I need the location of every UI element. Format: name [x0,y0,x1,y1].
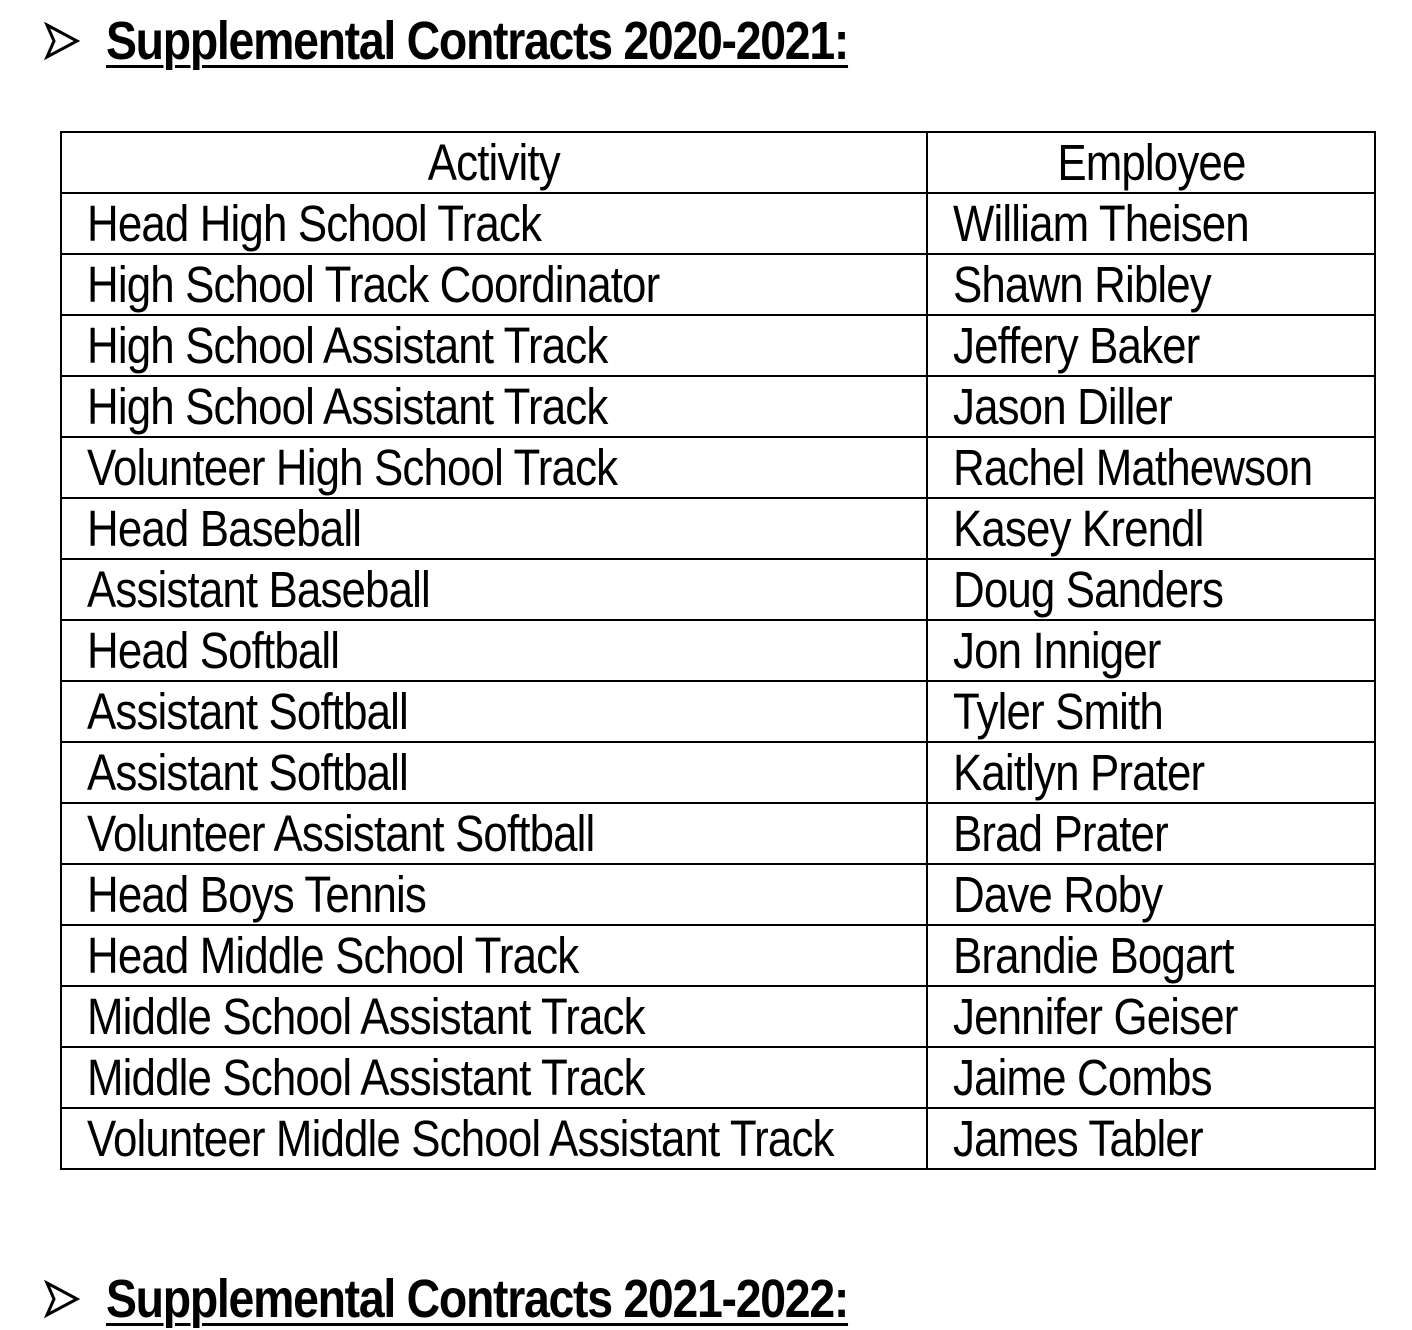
employee-cell: Kaitlyn Prater [927,742,1375,803]
activity-cell: High School Track Coordinator [61,254,927,315]
table-row [61,803,1375,864]
employee-cell: Jennifer Geiser [927,986,1375,1047]
employee-cell: Jon Inniger [927,620,1375,681]
table-row [61,498,1375,559]
activity-cell: Assistant Softball [61,742,927,803]
employee-cell: Dave Roby [927,864,1375,925]
activity-cell: Head Middle School Track [61,925,927,986]
table-row [61,925,1375,986]
column-header-employee: Employee [927,132,1375,193]
table-row [61,1047,1375,1108]
table-row [61,742,1375,803]
table-row [61,986,1375,1047]
section-heading-2020-2021 [44,10,969,72]
column-header-activity: Activity [61,132,927,193]
table-row [61,254,1375,315]
activity-cell: Head High School Track [61,193,927,254]
activity-cell: Head Baseball [61,498,927,559]
table-row [61,620,1375,681]
activity-cell: Head Softball [61,620,927,681]
employee-cell: Jaime Combs [927,1047,1375,1108]
table-row [61,864,1375,925]
employee-cell: Jeffery Baker [927,315,1375,376]
section-title: Supplemental Contracts 2020-2021: [106,11,849,71]
employee-cell: Jason Diller [927,376,1375,437]
activity-cell: High School Assistant Track [61,376,927,437]
employee-cell: Brandie Bogart [927,925,1375,986]
activity-cell: Assistant Softball [61,681,927,742]
section-title: Supplemental Contracts 2021-2022: [106,1269,849,1329]
table-row [61,681,1375,742]
employee-cell: Brad Prater [927,803,1375,864]
activity-cell: Middle School Assistant Track [61,986,927,1047]
employee-cell: William Theisen [927,193,1375,254]
table-row [61,559,1375,620]
supplemental-contracts-table [60,131,1376,1170]
employee-cell: Tyler Smith [927,681,1375,742]
activity-cell: High School Assistant Track [61,315,927,376]
table-row [61,315,1375,376]
table-row [61,1108,1375,1169]
arrowhead-bullet-icon [44,21,106,61]
activity-cell: Middle School Assistant Track [61,1047,927,1108]
activity-cell: Assistant Baseball [61,559,927,620]
section-heading-2021-2022 [44,1268,969,1330]
table-row [61,437,1375,498]
table-row [61,193,1375,254]
employee-cell: Doug Sanders [927,559,1375,620]
arrowhead-bullet-icon [44,1279,106,1319]
employee-cell: Kasey Krendl [927,498,1375,559]
activity-cell: Head Boys Tennis [61,864,927,925]
activity-cell: Volunteer Assistant Softball [61,803,927,864]
activity-cell: Volunteer High School Track [61,437,927,498]
employee-cell: James Tabler [927,1108,1375,1169]
activity-cell: Volunteer Middle School Assistant Track [61,1108,927,1169]
table-header-row [61,132,1375,193]
table-row [61,376,1375,437]
employee-cell: Shawn Ribley [927,254,1375,315]
employee-cell: Rachel Mathewson [927,437,1375,498]
